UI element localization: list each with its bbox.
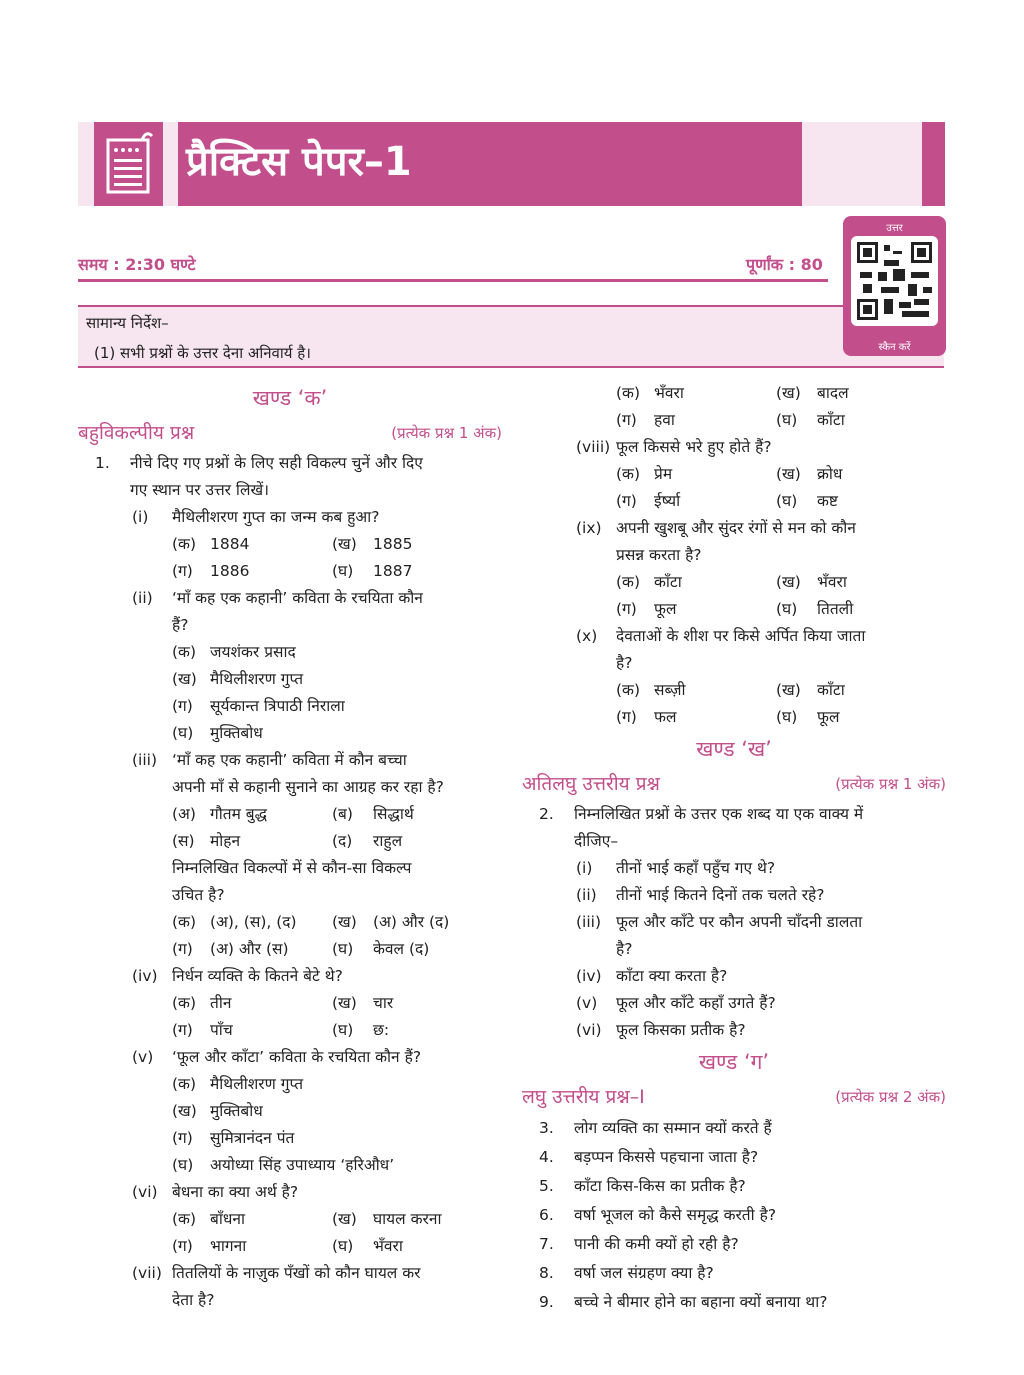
option-text: अयोध्या सिंह उपाध्याय ‘हरिऔध’ (210, 1156, 395, 1174)
option-text: काँटा (654, 573, 682, 591)
answer-options (78, 666, 502, 693)
question-number: (ii) (132, 589, 153, 607)
question (522, 1172, 946, 1201)
answer-options (522, 677, 946, 704)
question-text: देता है? (172, 1291, 215, 1309)
sub-question (522, 909, 946, 936)
general-instructions (78, 305, 944, 368)
option-text: बादल (817, 384, 849, 402)
question-text: फूल किसका प्रतीक है? (616, 1021, 746, 1039)
option-label: (क) (616, 681, 640, 699)
answer-options (78, 639, 502, 666)
option-text: पाँच (210, 1021, 233, 1039)
question-number: (viii) (576, 438, 611, 456)
option-label: (क) (616, 573, 640, 591)
option-label: (क) (616, 384, 640, 402)
document-icon (94, 122, 163, 206)
question-type-heading (78, 416, 502, 450)
answer-options (78, 801, 502, 828)
option-label: (घ) (172, 724, 194, 742)
option-text: मोहन (210, 832, 241, 850)
option-text: 1887 (373, 562, 413, 580)
option-text: भागना (210, 1237, 247, 1255)
option-text: फूल (654, 600, 677, 618)
question (522, 1143, 946, 1172)
right-column (522, 380, 946, 1317)
option-text: भँवरा (373, 1237, 403, 1255)
answer-options (522, 488, 946, 515)
question-continuation (522, 650, 946, 677)
option-label: (घ) (332, 940, 354, 958)
option-text: जयशंकर प्रसाद (210, 643, 296, 661)
question-continuation (522, 542, 946, 569)
question (522, 1230, 946, 1259)
option-text: फल (654, 708, 677, 726)
question-text: निर्धन व्यक्ति के कितने बेटे थे? (172, 967, 343, 985)
sub-question (522, 515, 946, 542)
marks-note: (प्रत्येक प्रश्न 1 अंक) (835, 775, 946, 793)
option-label: (क) (172, 913, 196, 931)
question-text: नीचे दिए गए प्रश्नों के लिए सही विकल्प चुनें और दिए (130, 454, 423, 472)
question-number: (vi) (576, 1021, 602, 1039)
question (522, 1259, 946, 1288)
question-number: (x) (576, 627, 598, 645)
question-text: तितलियों के नाज़ुक पँखों को कौन घायल कर (172, 1264, 421, 1282)
sub-question (78, 1179, 502, 1206)
divider (78, 279, 828, 282)
question-text: मैथिलीशरण गुप्त का जन्म कब हुआ? (172, 508, 380, 526)
qr-top-label: उत्तर (886, 223, 903, 234)
option-text: (अ) और (द) (373, 913, 450, 931)
option-label: (ख) (332, 913, 357, 931)
question-text: फूल और काँटे कहाँ उगते हैं? (616, 994, 776, 1012)
question-number: (i) (576, 859, 593, 877)
option-label: (ग) (172, 1129, 193, 1147)
option-text: 1886 (210, 562, 250, 580)
option-label: (ख) (776, 573, 801, 591)
option-text: क्रोध (817, 465, 843, 483)
option-label: (ख) (776, 465, 801, 483)
question-number: (ix) (576, 519, 602, 537)
option-text: हवा (654, 411, 675, 429)
marks-note: (प्रत्येक प्रश्न 2 अंक) (835, 1088, 946, 1106)
option-label: (ख) (172, 1102, 197, 1120)
option-text: राहुल (373, 832, 403, 850)
left-column (78, 380, 502, 1314)
question-number: (ii) (576, 886, 597, 904)
divider (78, 366, 944, 368)
section-heading: खण्ड ‘ख’ (696, 737, 772, 761)
option-label: (क) (172, 535, 196, 553)
header-icon-box (94, 122, 163, 206)
option-label: (क) (172, 1210, 196, 1228)
question-type-heading (522, 1080, 946, 1114)
answer-options (78, 828, 502, 855)
option-text: चार (373, 994, 394, 1012)
option-label: (घ) (172, 1156, 194, 1174)
exam-time: समय : 2:30 घण्टे (78, 255, 196, 274)
answer-options (78, 558, 502, 585)
question-text: है? (616, 940, 633, 958)
option-text: बाँधना (210, 1210, 246, 1228)
option-label: (क) (616, 465, 640, 483)
option-text: (अ) और (स) (210, 940, 289, 958)
option-label: (ग) (172, 1237, 193, 1255)
option-label: (ख) (332, 535, 357, 553)
option-label: (ख) (776, 384, 801, 402)
question-text: बच्चे ने बीमार होने का बहाना क्यों बनाया था? (574, 1293, 828, 1311)
option-text: केवल (द) (373, 940, 430, 958)
question-text: प्रसन्न करता है? (616, 546, 702, 564)
answer-options (78, 1233, 502, 1260)
option-label: (अ) (172, 805, 196, 823)
question-text: फूल और काँटे पर कौन अपनी चाँदनी डालता (616, 913, 863, 931)
option-text: तितली (817, 600, 854, 618)
answer-options (522, 569, 946, 596)
total-marks: पूर्णांक : 80 (746, 255, 823, 274)
question-text: अपनी माँ से कहानी सुनाने का आग्रह कर रहा है? (172, 778, 444, 796)
option-text: मुक्तिबोध (210, 1102, 263, 1120)
question-number: 7. (539, 1235, 554, 1253)
option-label: (ग) (616, 708, 637, 726)
option-label: (स) (172, 832, 195, 850)
question-text: ‘फूल और काँटा’ कविता के रचयिता कौन हैं? (172, 1048, 422, 1066)
option-label: (ग) (616, 411, 637, 429)
option-label: (ख) (332, 994, 357, 1012)
question-text: तीनों भाई कितने दिनों तक चलते रहे? (616, 886, 825, 904)
question-number: 8. (539, 1264, 554, 1282)
marks-note: (प्रत्येक प्रश्न 1 अंक) (391, 424, 502, 442)
option-label: (घ) (332, 562, 354, 580)
header-right-strip (922, 122, 945, 206)
option-label: (ख) (776, 681, 801, 699)
question-number: (iii) (576, 913, 602, 931)
question-text: तीनों भाई कहाँ पहुँच गए थे? (616, 859, 776, 877)
option-label: (ग) (172, 697, 193, 715)
sub-question (522, 434, 946, 461)
answer-options (78, 1206, 502, 1233)
option-text: फूल (817, 708, 840, 726)
option-text: काँटा (817, 411, 845, 429)
sub-question (522, 855, 946, 882)
section-heading: खण्ड ‘ग’ (698, 1050, 770, 1074)
question-number: 1. (95, 454, 110, 472)
answer-options (78, 909, 502, 936)
answer-options (78, 1017, 502, 1044)
option-text: (अ), (स), (द) (210, 913, 297, 931)
answer-options (78, 936, 502, 963)
question-text: वर्षा भूजल को कैसे समृद्ध करती है? (574, 1206, 777, 1224)
sub-question (522, 990, 946, 1017)
option-text: तीन (210, 994, 232, 1012)
question-number: (iv) (576, 967, 602, 985)
question-continuation (78, 1287, 502, 1314)
qr-bottom-label: स्कैन करें (878, 342, 911, 353)
question-text: काँटा क्या करता है? (616, 967, 728, 985)
question-text: निम्नलिखित विकल्पों में से कौन-सा विकल्प (172, 859, 412, 877)
option-text: मैथिलीशरण गुप्त (210, 670, 304, 688)
sub-question (78, 1260, 502, 1287)
option-label: (क) (172, 1075, 196, 1093)
option-text: छ: (373, 1021, 390, 1039)
option-text: सुमित्रानंदन पंत (210, 1129, 295, 1147)
question-continuation (78, 774, 502, 801)
question-number: 9. (539, 1293, 554, 1311)
option-text: भँवरा (817, 573, 847, 591)
qr-code[interactable] (851, 236, 938, 326)
question-number: (iv) (132, 967, 158, 985)
option-label: (घ) (776, 411, 798, 429)
question-number: 6. (539, 1206, 554, 1224)
answer-options (522, 461, 946, 488)
answer-options (78, 990, 502, 1017)
option-label: (क) (172, 643, 196, 661)
question-text: बड़प्पन किससे पहचाना जाता है? (574, 1148, 759, 1166)
option-text: मैथिलीशरण गुप्त (210, 1075, 304, 1093)
instruction-item: (1) सभी प्रश्नों के उत्तर देना अनिवार्य है। (94, 344, 311, 362)
question-text: उचित है? (172, 886, 225, 904)
option-label: (ख) (332, 1210, 357, 1228)
question-number: (v) (576, 994, 598, 1012)
option-label: (ग) (172, 562, 193, 580)
answer-options (78, 720, 502, 747)
sub-question (78, 1044, 502, 1071)
option-text: मुक्तिबोध (210, 724, 263, 742)
option-label: (घ) (776, 492, 798, 510)
option-text: काँटा (817, 681, 845, 699)
option-label: (ग) (172, 940, 193, 958)
page-title: प्रैक्टिस पेपर–1 (186, 139, 412, 185)
answer-options (78, 693, 502, 720)
answer-options (78, 1071, 502, 1098)
question-number: 3. (539, 1119, 554, 1137)
question-number: (v) (132, 1048, 154, 1066)
section-title: लघु उत्तरीय प्रश्न–I (522, 1086, 645, 1108)
section-title: बहुविकल्पीय प्रश्न (78, 422, 195, 444)
option-text: प्रेम (654, 465, 673, 483)
instructions-heading: सामान्य निर्देश– (86, 314, 169, 332)
question-number: 4. (539, 1148, 554, 1166)
question-number: (vi) (132, 1183, 158, 1201)
option-label: (क) (172, 994, 196, 1012)
question (522, 801, 946, 828)
question-text: देवताओं के शीश पर किसे अर्पित किया जाता (616, 627, 866, 645)
option-label: (ग) (616, 600, 637, 618)
option-label: (ब) (332, 805, 353, 823)
answer-options (522, 596, 946, 623)
option-text: सिद्धार्थ (373, 805, 414, 823)
question-continuation (522, 828, 946, 855)
question-continuation (78, 882, 502, 909)
question-number: (vii) (132, 1264, 162, 1282)
sub-question (522, 1017, 946, 1044)
question (522, 1114, 946, 1143)
option-text: 1885 (373, 535, 413, 553)
question-text: हैं? (172, 616, 189, 634)
answer-options (522, 407, 946, 434)
option-label: (द) (332, 832, 353, 850)
question-text: निम्नलिखित प्रश्नों के उत्तर एक शब्द या एक वाक्य में (574, 805, 864, 823)
question-text: बेधना का क्या अर्थ है? (172, 1183, 299, 1201)
question-number: (i) (132, 508, 149, 526)
option-label: (घ) (776, 708, 798, 726)
question-text: ‘माँ कह एक कहानी’ कविता में कौन बच्चा (172, 751, 407, 769)
question-text: है? (616, 654, 633, 672)
question-continuation (78, 855, 502, 882)
question-text: अपनी खुशबू और सुंदर रंगों से मन को कौन (616, 519, 856, 537)
question-text: दीजिए– (574, 832, 619, 850)
question-number: (iii) (132, 751, 158, 769)
sub-question (78, 504, 502, 531)
question-text: काँटा किस-किस का प्रतीक है? (574, 1177, 746, 1195)
question-text: वर्षा जल संग्रहण क्या है? (574, 1264, 714, 1282)
option-text: कष्ट (817, 492, 838, 510)
answer-options (522, 704, 946, 731)
sub-question (522, 963, 946, 990)
question-number: 2. (539, 805, 554, 823)
option-text: ईर्ष्या (654, 492, 681, 510)
sub-question (78, 963, 502, 990)
sub-question (522, 623, 946, 650)
option-text: घायल करना (373, 1210, 442, 1228)
question-text: पानी की कमी क्यों हो रही है? (574, 1235, 739, 1253)
question-text: लोग व्यक्ति का सम्मान क्यों करते हैं (574, 1119, 772, 1137)
question-continuation (78, 612, 502, 639)
question (522, 1288, 946, 1317)
question-continuation (522, 936, 946, 963)
option-text: सब्ज़ी (654, 681, 686, 699)
answer-options (78, 1098, 502, 1125)
question (522, 1201, 946, 1230)
option-label: (घ) (332, 1021, 354, 1039)
option-label: (ग) (172, 1021, 193, 1039)
answer-options (78, 531, 502, 558)
answer-qr-box[interactable] (843, 216, 946, 356)
option-label: (घ) (332, 1237, 354, 1255)
option-text: 1884 (210, 535, 250, 553)
section-title: अतिलघु उत्तरीय प्रश्न (522, 773, 660, 795)
section-heading: खण्ड ‘क’ (252, 386, 328, 410)
answer-options (522, 380, 946, 407)
question-text: गए स्थान पर उत्तर लिखें। (130, 481, 270, 499)
option-text: गौतम बुद्ध (210, 805, 268, 823)
option-text: भँवरा (654, 384, 684, 402)
question-text: ‘माँ कह एक कहानी’ कविता के रचयिता कौन (172, 589, 423, 607)
answer-options (78, 1152, 502, 1179)
question-number: 5. (539, 1177, 554, 1195)
question-type-heading (522, 767, 946, 801)
option-label: (ख) (172, 670, 197, 688)
question-text: फूल किससे भरे हुए होते हैं? (616, 438, 772, 456)
option-label: (ग) (616, 492, 637, 510)
sub-question (78, 585, 502, 612)
question-continuation (78, 477, 502, 504)
question (78, 450, 502, 477)
option-label: (घ) (776, 600, 798, 618)
sub-question (78, 747, 502, 774)
sub-question (522, 882, 946, 909)
option-text: सूर्यकान्त त्रिपाठी निराला (210, 697, 345, 715)
answer-options (78, 1125, 502, 1152)
